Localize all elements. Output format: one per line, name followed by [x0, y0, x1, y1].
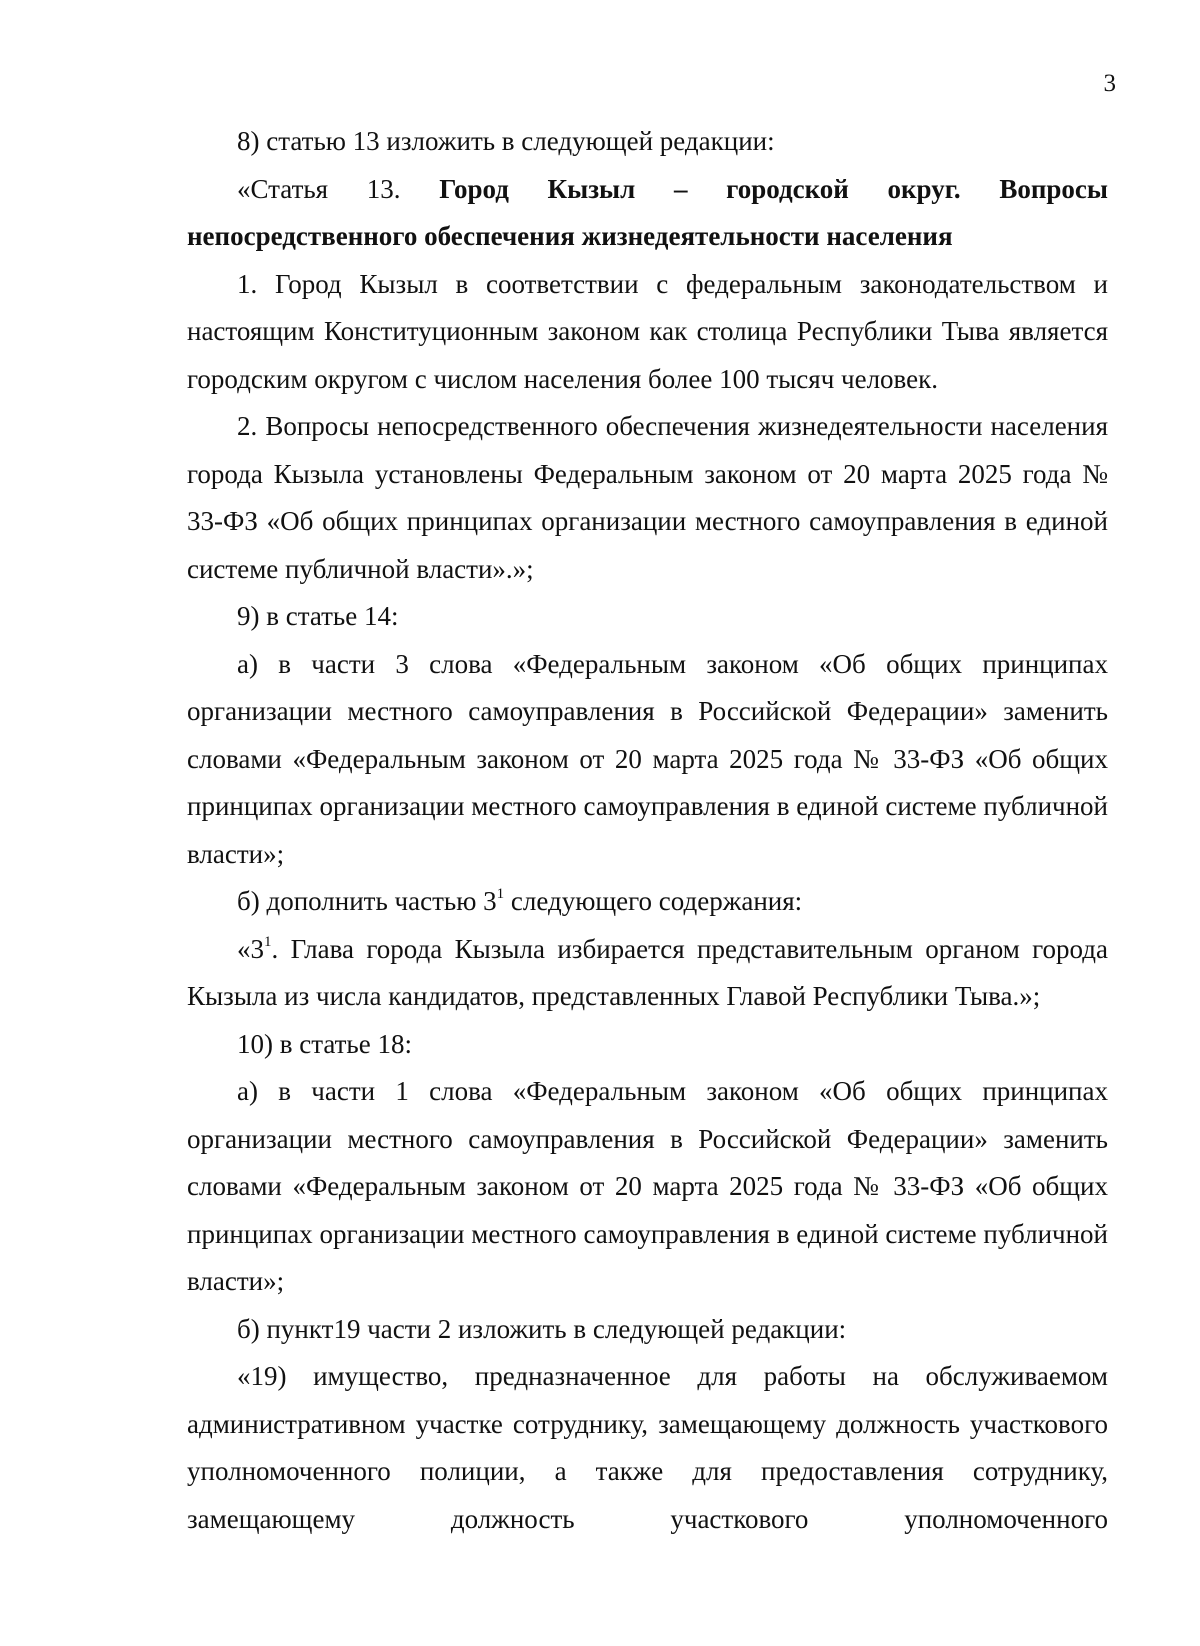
item-10a: а) в части 1 слова «Федеральным законом «Об общих принципах организации местного самоуправления в Российской Федерации» заменить словами «Федеральным законом от 20 марта 2025 года № 33-ФЗ «Об общих принципах организации местного самоуправления в единой системе публичной власти»;: [187, 1076, 1108, 1296]
article-13-part-1: 1. Город Кызыл в соответствии с федеральным законодательством и настоящим Конституционным законом как столица Республики Тыва является городским округом с числом населения более 100 тысяч человек.: [187, 268, 1108, 394]
paragraph-item-10: 10) в статье 18:: [237, 1028, 412, 1059]
part-3-1-after: . Глава города Кызыла избирается представительным органом города Кызыла из числа кандидатов, представленных Главой Республики Тыва.»;: [187, 933, 1108, 1011]
page-number: 3: [1103, 70, 1116, 97]
part-3-1-before: «3: [237, 933, 264, 964]
part-3-1-text: [187, 926, 1108, 1021]
paragraph-item-9: 9) в статье 14:: [237, 601, 399, 631]
article-13-title: Город Кызыл – городской округ. Вопросы непосредственного обеспечения жизнедеятельности населения: [187, 173, 1108, 251]
item-9b-after: следующего содержания:: [504, 886, 803, 916]
document-body: [187, 118, 1108, 1543]
item-9b-superscript: 1: [496, 886, 505, 902]
item-9a: а) в части 3 слова «Федеральным законом «Об общих принципах организации местного самоуправления в Российской Федерации» заменить словами «Федеральным законом от 20 марта 2025 года № 33-ФЗ «Об общих принципах организации местного самоуправления в единой системе публичной власти»;: [187, 648, 1108, 869]
article-13-part-2: 2. Вопросы непосредственного обеспечения жизнедеятельности населения города Кызыла установлены Федеральным законом от 20 марта 2025 года № 33-ФЗ «Об общих принципах организации местного самоуправления в единой системе публичной власти».»;: [187, 411, 1108, 584]
item-19-text: «19) имущество, предназначенное для работы на обслуживаемом административном участке сотруднику, замещающему должность участкового уполномоченного полиции, а также для предоставления сотруднику, замещающему должность участкового уполномоченного: [187, 1361, 1108, 1534]
article-13-heading: [187, 166, 1108, 261]
item-9b: [187, 878, 1108, 926]
item-9b-before: б) дополнить частью 3: [237, 886, 497, 916]
part-3-1-superscript: 1: [264, 933, 272, 950]
item-10b: б) пункт19 части 2 изложить в следующей редакции:: [237, 1313, 847, 1344]
paragraph-item-8: 8) статью 13 изложить в следующей редакции:: [237, 126, 775, 156]
article-13-prefix: «Статья 13.: [237, 173, 440, 204]
